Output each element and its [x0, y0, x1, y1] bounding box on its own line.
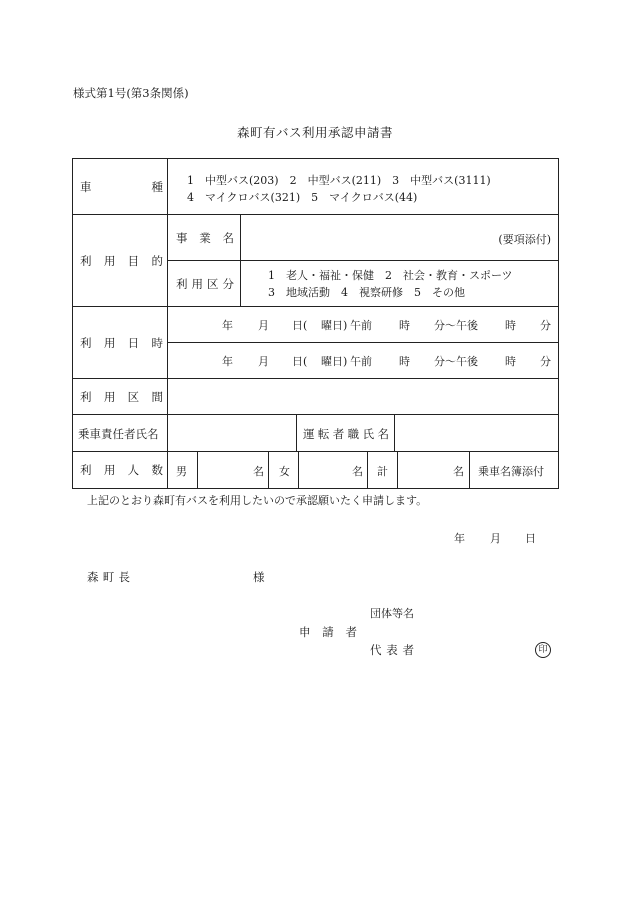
- vehicle-type-label: 車 種: [80, 180, 163, 194]
- applicant-label: 申 請 者: [299, 625, 357, 639]
- female-label: 女: [279, 465, 290, 478]
- section-label: 利 用 区 間: [80, 390, 163, 404]
- responsible-person-label: 乗車責任者氏名: [78, 427, 159, 441]
- application-statement: 上記のとおり森町有バスを利用したいので承認願いたく申請します。: [87, 494, 428, 507]
- addressee-honorific: 様: [253, 570, 265, 584]
- total-label: 計: [377, 465, 388, 478]
- female-unit: 名: [352, 465, 363, 478]
- organization-name-label: 団体等名: [370, 607, 414, 620]
- addressee-title: 森 町 長: [87, 570, 130, 584]
- male-label: 男: [176, 465, 187, 478]
- vehicle-options-line-2: 4 マイクロバス(321) 5 マイクロバス(44): [187, 191, 418, 204]
- seal-mark-icon: 印: [535, 642, 551, 658]
- male-unit: 名: [253, 465, 264, 478]
- representative-label: 代 表 者: [370, 643, 414, 657]
- passenger-count-label: 利 用 人 数: [80, 463, 163, 477]
- category-options-line-2: 3 地域活動 4 視察研修 5 その他: [268, 286, 465, 299]
- vehicle-options-line-1: 1 中型バス(203) 2 中型バス(211) 3 中型バス(3111): [187, 174, 491, 187]
- business-name-label: 事 業 名: [176, 231, 234, 245]
- datetime-label: 利 用 日 時: [80, 336, 163, 350]
- purpose-label: 利 用 目 的: [80, 254, 163, 268]
- total-unit: 名: [453, 465, 464, 478]
- form-number: 様式第1号(第3条関係): [73, 86, 189, 100]
- roster-note: 乗車名簿添付: [478, 465, 544, 478]
- category-label: 利 用 区 分: [176, 277, 234, 291]
- document-title: 森町有バス利用承認申請書: [236, 125, 393, 140]
- driver-label: 運 転 者 職 氏 名: [303, 427, 389, 441]
- category-options-line-1: 1 老人・福祉・保健 2 社会・教育・スポーツ: [268, 269, 513, 282]
- business-name-note: (要項添付): [498, 233, 551, 246]
